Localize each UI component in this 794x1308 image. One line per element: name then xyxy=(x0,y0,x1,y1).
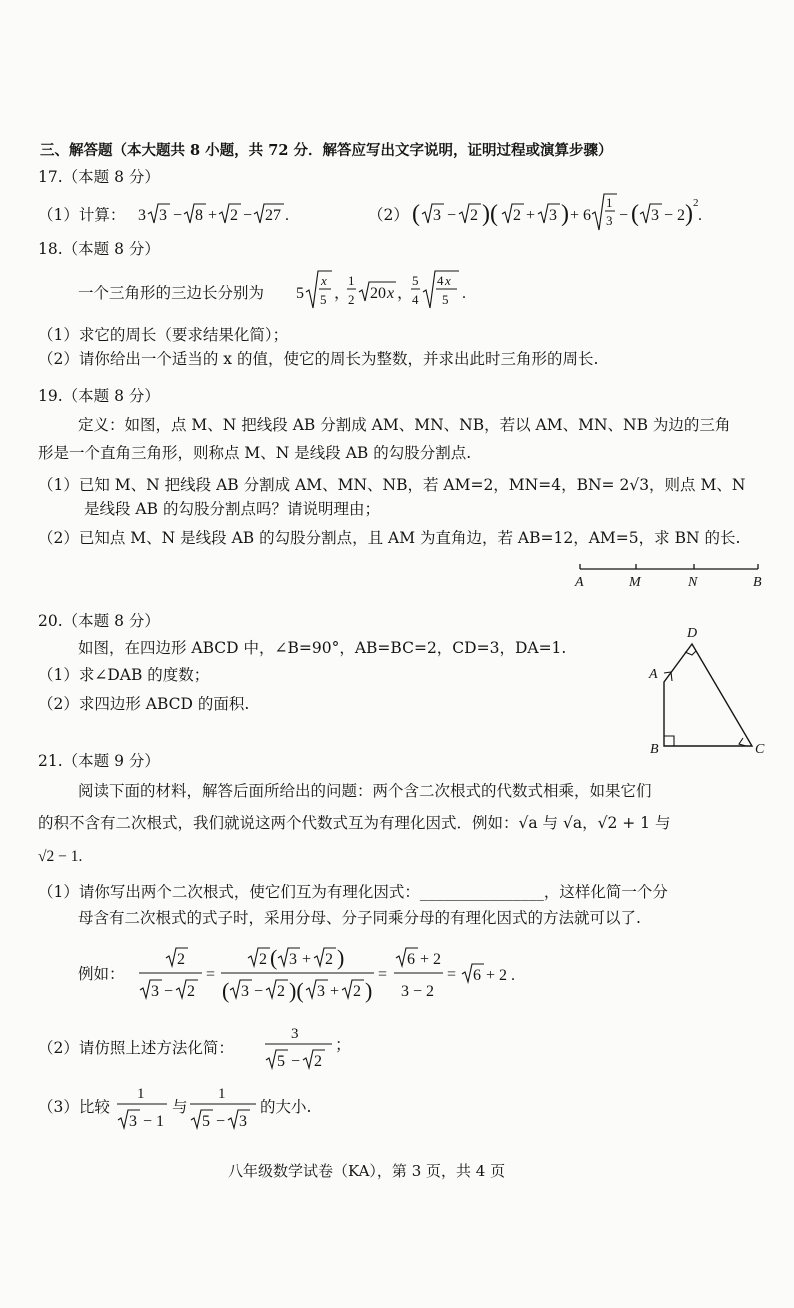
svg-text:3: 3 xyxy=(651,207,659,224)
svg-text:(: ( xyxy=(631,201,639,227)
svg-text:x: x xyxy=(387,285,395,302)
svg-text:，: ， xyxy=(334,285,351,302)
q18-intro: 一个三角形的三边长分别为 xyxy=(78,284,265,302)
q17-part2-formula xyxy=(412,190,702,234)
q21-heading: 21.（本题 9 分） xyxy=(38,752,160,770)
svg-text:+: + xyxy=(208,207,218,224)
svg-text:3: 3 xyxy=(317,983,325,1000)
svg-text:− 1: − 1 xyxy=(143,1113,165,1130)
q21-part1-line1: （1）请你写出两个二次根式，使它们互为有理化因式：________________，这样化简一个分 xyxy=(38,883,668,901)
svg-text:− 2: − 2 xyxy=(664,207,686,224)
svg-text:3: 3 xyxy=(549,207,557,224)
fig-label-b: B xyxy=(650,742,659,757)
q19-heading: 19.（本题 8 分） xyxy=(38,387,160,405)
svg-text:)(: )( xyxy=(289,978,304,1003)
svg-text:2: 2 xyxy=(277,983,285,1000)
svg-text:(: ( xyxy=(222,978,230,1003)
svg-text:；: ； xyxy=(335,1037,352,1054)
q17-part2-label: （2） xyxy=(368,206,409,224)
svg-text:5: 5 xyxy=(277,1053,285,1070)
section-heading: 三、解答题（本大题共 8 小题，共 72 分．解答应写出文字说明，证明过程或演算步骤） xyxy=(40,142,613,159)
q20-part2: （2）求四边形 ABCD 的面积. xyxy=(38,695,250,713)
svg-text:3: 3 xyxy=(138,207,146,224)
svg-text:3: 3 xyxy=(129,1113,137,1130)
seg-label-a: A xyxy=(575,575,584,590)
q17-part1-formula xyxy=(138,196,288,230)
q17-part1-label: （1）计算： xyxy=(38,206,126,224)
svg-text:.: . xyxy=(462,285,466,302)
seg-label-b: B xyxy=(753,575,762,590)
svg-text:.: . xyxy=(285,207,289,224)
svg-text:+: + xyxy=(526,207,536,224)
svg-text:−: − xyxy=(619,207,629,224)
q19-segment-figure xyxy=(570,558,770,590)
svg-text:2: 2 xyxy=(513,207,521,224)
svg-text:5: 5 xyxy=(296,285,304,302)
svg-text:3: 3 xyxy=(159,207,167,224)
svg-text:3: 3 xyxy=(433,207,441,224)
svg-text:+ 2 .: + 2 . xyxy=(486,967,516,984)
svg-text:，: ， xyxy=(397,285,414,302)
svg-text:2: 2 xyxy=(470,207,478,224)
svg-text:): ) xyxy=(365,978,373,1003)
svg-text:1: 1 xyxy=(606,195,613,210)
svg-text:2: 2 xyxy=(693,197,699,209)
q21-intro-line2: 的积不含有二次根式，我们就说这两个代数式互为有理化因式．例如：√a 与 √a，√2 + 1 与 xyxy=(38,814,671,832)
svg-text:): ) xyxy=(561,201,569,227)
svg-text:+: + xyxy=(302,951,312,968)
svg-text:): ) xyxy=(685,201,693,227)
svg-text:2: 2 xyxy=(325,951,333,968)
q20-heading: 20.（本题 8 分） xyxy=(38,612,160,630)
fig-label-c: C xyxy=(755,742,765,757)
svg-text:+ 6: + 6 xyxy=(570,207,592,224)
q19-definition-line1: 定义：如图，点 M、N 把线段 AB 分割成 AM、MN、NB，若以 AM、MN、NB 为边的三角 xyxy=(78,416,731,434)
svg-text:2: 2 xyxy=(353,983,361,1000)
svg-text:−: − xyxy=(447,207,457,224)
q17-heading: 17.（本题 8 分） xyxy=(38,168,160,186)
svg-text:3: 3 xyxy=(291,1026,299,1042)
svg-text:(: ( xyxy=(412,201,420,227)
svg-text:3: 3 xyxy=(151,983,159,1000)
q21-part3-connector: 与 xyxy=(172,1098,188,1116)
svg-text:1: 1 xyxy=(218,1086,226,1102)
svg-text:2: 2 xyxy=(177,951,185,968)
q18-sides-formula xyxy=(296,266,476,314)
svg-text:4: 4 xyxy=(412,292,419,307)
q21-intro-line1: 阅读下面的材料，解答后面所给出的问题：两个含二次根式的代数式相乘，如果它们 xyxy=(78,782,652,800)
svg-text:3: 3 xyxy=(239,1113,247,1130)
svg-text:−: − xyxy=(164,983,174,1000)
seg-label-n: N xyxy=(688,575,698,590)
q18-heading: 18.（本题 8 分） xyxy=(38,240,160,258)
q21-part1-line2: 母含有二次根式的式子时，采用分母、分子同乘分母的有理化因式的方法就可以了. xyxy=(78,909,641,927)
fig-label-a: A xyxy=(649,667,658,682)
svg-text:5: 5 xyxy=(442,292,449,307)
svg-text:5: 5 xyxy=(320,292,327,307)
q21-part2-formula xyxy=(262,1022,352,1072)
q21-intro-line3: √2 − 1. xyxy=(38,848,83,865)
seg-label-m: M xyxy=(629,575,641,590)
svg-text:(: ( xyxy=(270,945,278,970)
q20-part1: （1）求∠DAB 的度数； xyxy=(38,666,210,684)
q21-part3-tail: 的大小. xyxy=(260,1098,312,1116)
q21-example-label: 例如： xyxy=(78,965,125,983)
svg-text:+: + xyxy=(330,983,340,1000)
svg-text:x: x xyxy=(445,273,451,288)
svg-text:+ 2: + 2 xyxy=(420,951,442,968)
q19-part1-line2: 是线段 AB 的勾股分割点吗？请说明理由； xyxy=(84,500,380,518)
svg-text:2: 2 xyxy=(259,951,267,968)
svg-text:3: 3 xyxy=(289,951,297,968)
svg-text:1: 1 xyxy=(137,1086,145,1102)
svg-text:3: 3 xyxy=(241,983,249,1000)
svg-text:=: = xyxy=(447,966,457,983)
svg-text:−: − xyxy=(291,1053,301,1070)
svg-text:3 − 2: 3 − 2 xyxy=(401,983,435,1000)
svg-text:2: 2 xyxy=(348,292,355,307)
svg-text:3: 3 xyxy=(606,213,613,228)
q21-part3-label: （3）比较 xyxy=(38,1098,110,1116)
svg-text:−: − xyxy=(216,1113,226,1130)
svg-text:2: 2 xyxy=(187,983,195,1000)
svg-text:4: 4 xyxy=(437,273,444,288)
svg-text:)(: )( xyxy=(482,201,498,227)
svg-text:2: 2 xyxy=(230,207,238,224)
q19-definition-line2: 形是一个直角三角形，则称点 M、N 是线段 AB 的勾股分割点. xyxy=(38,444,472,462)
svg-text:2: 2 xyxy=(314,1053,322,1070)
svg-text:=: = xyxy=(206,966,216,983)
svg-text:x: x xyxy=(321,273,327,288)
svg-text:8: 8 xyxy=(195,207,203,224)
q20-intro: 如图，在四边形 ABCD 中，∠B=90°，AB=BC=2，CD=3，DA=1. xyxy=(78,639,567,657)
svg-text:−: − xyxy=(173,207,183,224)
svg-text:5: 5 xyxy=(202,1113,210,1130)
svg-text:5: 5 xyxy=(412,273,419,288)
svg-text:.: . xyxy=(698,207,702,224)
svg-text:20: 20 xyxy=(370,285,386,302)
svg-text:6: 6 xyxy=(407,951,415,968)
q20-quadrilateral-figure xyxy=(640,620,780,760)
page-footer: 八年级数学试卷（KA），第 3 页，共 4 页 xyxy=(228,1162,506,1180)
q19-part2: （2）已知点 M、N 是线段 AB 的勾股分割点，且 AM 为直角边，若 AB=12，AM=5，求 BN 的长. xyxy=(38,529,741,547)
svg-text:−: − xyxy=(243,207,253,224)
q19-part1-line1: （1）已知 M、N 把线段 AB 分割成 AM、MN、NB，若 AM=2，MN=4，BN= 2√3，则点 M、N xyxy=(38,476,746,494)
fig-label-d: D xyxy=(687,626,698,641)
q18-part1: （1）求它的周长（要求结果化简）； xyxy=(38,326,289,344)
svg-text:27: 27 xyxy=(265,207,281,224)
svg-text:=: = xyxy=(378,966,388,983)
svg-text:1: 1 xyxy=(348,273,355,288)
svg-text:6: 6 xyxy=(473,967,481,984)
svg-text:−: − xyxy=(254,983,264,1000)
q21-part3-formula-a xyxy=(115,1082,171,1132)
q21-part2: （2）请仿照上述方法化简： xyxy=(38,1039,234,1057)
q21-part3-formula-b xyxy=(188,1082,260,1132)
q21-example-formula xyxy=(136,940,536,1010)
svg-text:): ) xyxy=(337,945,345,970)
q18-part2: （2）请你给出一个适当的 x 的值，使它的周长为整数，并求出此时三角形的周长. xyxy=(38,350,599,368)
